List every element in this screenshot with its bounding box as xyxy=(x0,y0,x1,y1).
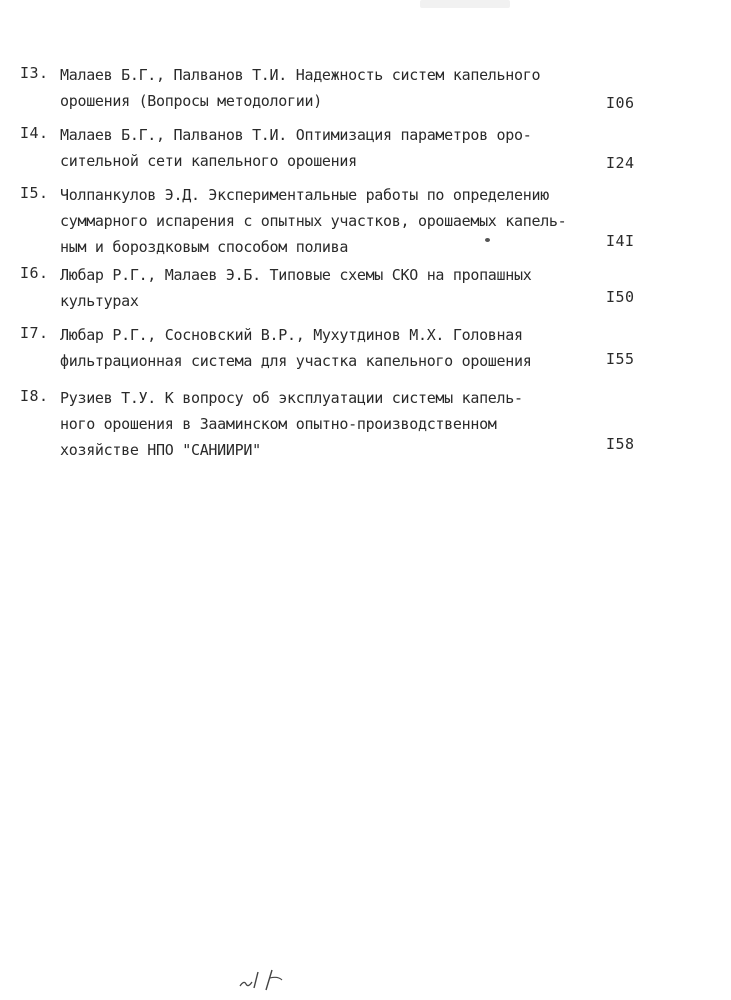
entry-line: культурах xyxy=(60,292,139,310)
entry-line: Малаев Б.Г., Палванов Т.И. Надежность систем капельного xyxy=(60,66,541,84)
entry-line: Малаев Б.Г., Палванов Т.И. Оптимизация параметров оро- xyxy=(60,126,532,144)
entry-number: I5. xyxy=(20,184,49,202)
entry-page-number: I24 xyxy=(606,154,635,172)
scan-smudge xyxy=(420,0,510,8)
entry-number: I4. xyxy=(20,124,49,142)
entry-line: суммарного испарения с опытных участков, орошаемых капель- xyxy=(60,212,567,230)
entry-number: I7. xyxy=(20,324,49,342)
entry-page-number: I50 xyxy=(606,288,635,306)
handwritten-mark xyxy=(232,962,322,992)
entry-text xyxy=(60,322,605,374)
entry-line: орошения (Вопросы методологии) xyxy=(60,92,322,110)
ink-speck xyxy=(485,238,490,242)
entry-text xyxy=(60,385,605,463)
entry-page-number: I55 xyxy=(606,350,635,368)
entry-text xyxy=(60,262,605,314)
entry-line: Чолпанкулов Э.Д. Экспериментальные работы по определению xyxy=(60,186,549,204)
entry-number: I8. xyxy=(20,387,49,405)
entry-number: I6. xyxy=(20,264,49,282)
entry-text xyxy=(60,62,605,114)
entry-line: фильтрационная система для участка капельного орошения xyxy=(60,352,532,370)
entry-line: ным и бороздковым способом полива xyxy=(60,238,349,256)
entry-line: сительной сети капельного орошения xyxy=(60,152,357,170)
entry-line: Рузиев Т.У. К вопросу об эксплуатации системы капель- xyxy=(60,389,523,407)
entry-page-number: I06 xyxy=(606,94,635,112)
entry-line: хозяйстве НПО "САНИИРИ" xyxy=(60,441,261,459)
entry-number: I3. xyxy=(20,64,49,82)
entry-page-number: I4I xyxy=(606,232,635,250)
entry-line: Любар Р.Г., Малаев Э.Б. Типовые схемы СКО на пропашных xyxy=(60,266,532,284)
entry-text xyxy=(60,182,605,260)
entry-page-number: I58 xyxy=(606,435,635,453)
entry-line: ного орошения в Зааминском опытно-производственном xyxy=(60,415,497,433)
entry-text xyxy=(60,122,605,174)
entry-line: Любар Р.Г., Сосновский В.Р., Мухутдинов М.Х. Головная xyxy=(60,326,523,344)
